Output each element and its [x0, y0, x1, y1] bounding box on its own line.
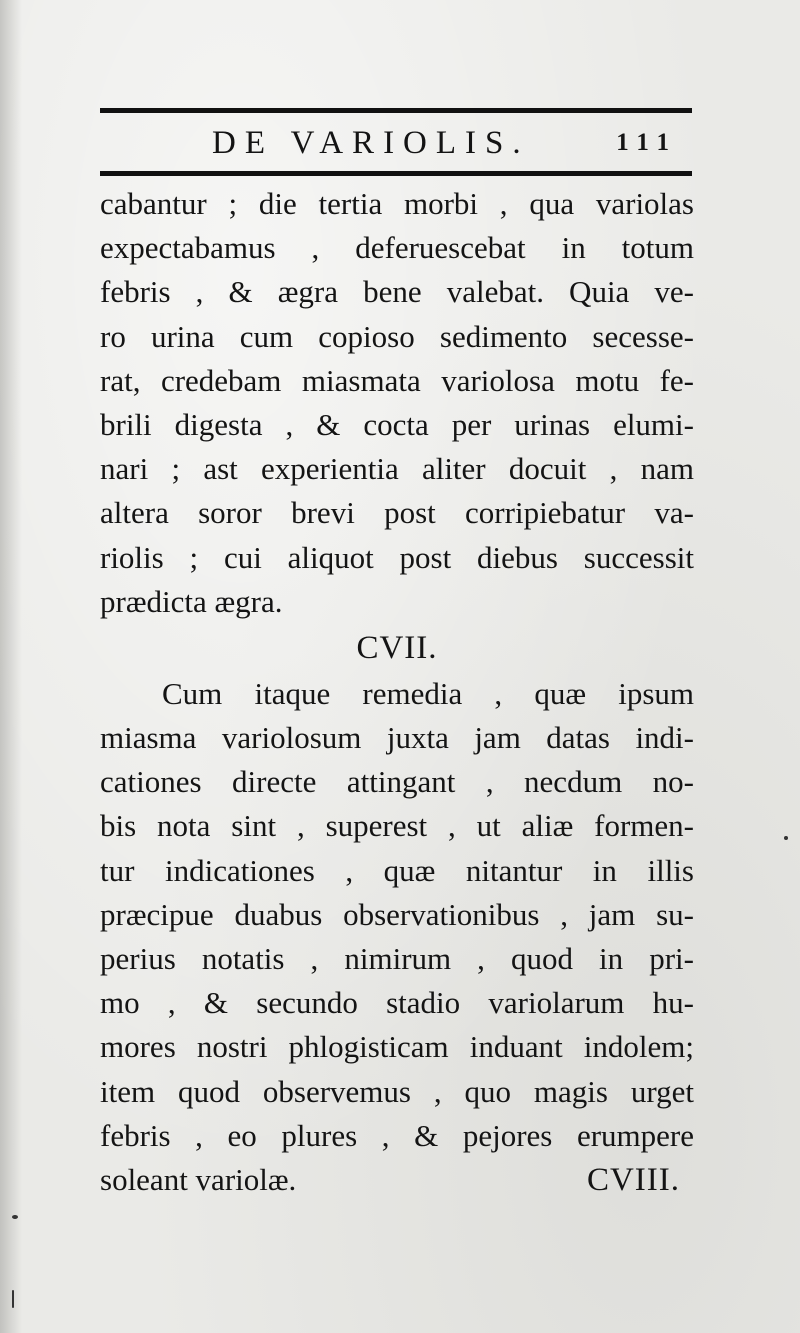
section-heading: CVII.	[356, 629, 438, 666]
text-line: bis nota sint , superest , ut aliæ formen-	[100, 808, 694, 844]
text-line: tur indicationes , quæ nitantur in illis	[100, 852, 694, 888]
text-line: miasma variolosum juxta jam datas indi-	[100, 720, 694, 756]
body-text	[100, 182, 694, 1202]
text-line: prædicta ægra.	[100, 583, 283, 619]
text-line: febris , & ægra bene valebat. Quia ve-	[100, 274, 694, 310]
text-line: cationes directe attingant , necdum no-	[100, 764, 694, 800]
ink-speck	[12, 1290, 14, 1308]
text-line: riolis ; cui aliquot post diebus successit	[100, 539, 694, 575]
text-line: Cum itaque remedia , quæ ipsum	[162, 675, 694, 711]
text-line: præcipue duabus observationibus , jam su-	[100, 896, 694, 932]
text-line: cabantur ; die tertia morbi , qua variolas	[100, 186, 694, 221]
header-rule-top	[100, 108, 692, 113]
text-line: perius notatis , nimirum , quod in pri-	[100, 941, 694, 976]
text-line: altera soror brevi post corripiebatur va-	[100, 495, 694, 531]
paragraph-1	[100, 182, 694, 624]
text-line: rat, credebam miasmata variolosa motu fe-	[100, 362, 694, 398]
text-line: item quod observemus , quo magis urget	[100, 1073, 694, 1109]
header-rule-bottom	[100, 171, 692, 176]
page-edge-shadow	[0, 0, 22, 1333]
ink-speck	[12, 1215, 18, 1219]
next-section-heading: CVIII.	[586, 1161, 680, 1198]
text-line: brili digesta , & cocta per urinas elumi-	[100, 406, 694, 442]
final-line: soleant variolæ.	[100, 1161, 297, 1197]
text-line: nari ; ast experientia aliter docuit , nam	[100, 451, 694, 487]
text-line: mo , & secundo stadio variolarum hu-	[100, 985, 694, 1021]
paragraph-2	[100, 672, 694, 1202]
text-line: expectabamus , deferuescebat in totum	[100, 230, 694, 266]
text-line: mores nostri phlogisticam induant indolem;	[100, 1029, 694, 1065]
ink-speck	[784, 836, 788, 840]
text-line: febris , eo plures , & pejores erumpere	[100, 1117, 694, 1153]
final-row	[100, 1158, 694, 1202]
running-head-title: DE VARIOLIS.	[212, 125, 530, 161]
text-line: ro urina cum copioso sedimento secesse-	[100, 318, 694, 354]
running-head	[100, 120, 692, 166]
page-number: 111	[616, 129, 678, 156]
